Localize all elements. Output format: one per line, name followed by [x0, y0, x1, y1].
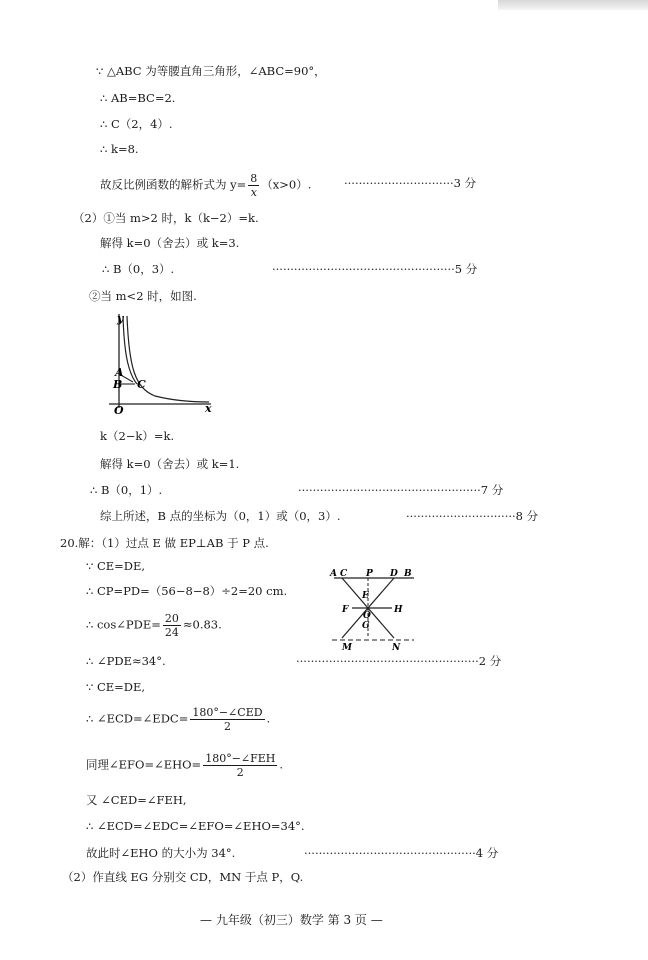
- fraction: $\frac{\text{180°−∠CED}}{2}$: [192, 706, 263, 733]
- text-line: ∵ △ABC 为等腰直角三角形，∠ABC=90°，: [96, 64, 326, 78]
- label-c: C: [137, 378, 146, 391]
- label-b: B: [404, 569, 412, 579]
- label-o: O: [114, 404, 124, 417]
- text-line: 20.解：（1）过点 E 做 EP⊥AB 于 P 点.: [60, 536, 269, 550]
- formula-line: 故反比例函数的解析式为 y= $\frac{8}{x}$ （x>0）.: [100, 172, 312, 199]
- label-o: O: [363, 611, 371, 621]
- text-line: （2）①当 m>2 时，k（k−2）=k.: [73, 211, 259, 225]
- text-line: ∴ ∠PDE≈34°.: [86, 654, 166, 668]
- text-line: 解得 k=0（舍去）或 k=1.: [100, 457, 240, 471]
- score-marker: ··················································7 分: [298, 483, 504, 497]
- text-line: k（2−k）=k.: [100, 429, 175, 443]
- fraction: $\frac{20}{24}$: [164, 612, 179, 639]
- text-line: ∵ CE=DE,: [86, 680, 146, 694]
- label-m: M: [342, 643, 352, 652]
- label-e: E: [362, 591, 369, 601]
- formula-line: ∴ ∠ECD=∠EDC= $\frac{\text{180°−∠CED}}{2}$ .: [86, 706, 271, 733]
- label-x: x: [205, 402, 212, 415]
- label-g: G: [362, 621, 370, 631]
- text-line: ∵ CE=DE,: [86, 559, 146, 573]
- text-line: ∴ B（0，1）.: [90, 483, 163, 497]
- label-d: D: [390, 569, 398, 579]
- text-line: 故此时∠EHO 的大小为 34°.: [86, 846, 236, 860]
- hyperbola-graph: [105, 308, 225, 418]
- score-marker: ······························8 分: [406, 509, 539, 523]
- text-line: ∴ AB=BC=2.: [100, 91, 176, 105]
- label-h: H: [394, 605, 403, 615]
- label-y: y: [117, 312, 124, 325]
- label-f: F: [342, 605, 349, 615]
- page-corner-shadow: [498, 0, 648, 10]
- text-line: ∴ ∠ECD=∠EDC=∠EFO=∠EHO=34°.: [86, 819, 305, 833]
- geometry-figure: [328, 566, 420, 652]
- label-b: B: [113, 378, 123, 391]
- label-n: N: [392, 643, 401, 652]
- text-line: ②当 m<2 时，如图.: [89, 289, 197, 303]
- score-marker: ··················································5 分: [272, 262, 478, 276]
- text-line: ∴ k=8.: [100, 142, 139, 156]
- text-line: 解得 k=0（舍去）或 k=3.: [100, 236, 240, 250]
- label-a: A: [115, 366, 124, 379]
- text-line: ∴ B（0，3）.: [102, 262, 175, 276]
- formula-line: 同理∠EFO=∠EHO= $\frac{\text{180°−∠FEH}}{2}$ .: [86, 752, 284, 779]
- text-line: （2）作直线 EG 分别交 CD，MN 于点 P，Q.: [62, 870, 304, 884]
- text-line: 又 ∠CED=∠FEH,: [86, 793, 187, 807]
- text-line: ∴ CP=PD=（56−8−8）÷2=20 cm.: [86, 584, 288, 598]
- score-marker: ···············································4 分: [304, 846, 499, 860]
- label-c: C: [340, 569, 348, 579]
- formula-line: ∴ cos∠PDE= $\frac{20}{24}$ ≈0.83.: [86, 612, 222, 639]
- fraction: $\frac{8}{x}$: [250, 172, 258, 199]
- text-line: ∴ C（2，4）.: [100, 117, 173, 131]
- label-a: A: [330, 569, 337, 579]
- fraction: $\frac{\text{180°−∠FEH}}{2}$: [205, 752, 276, 779]
- label-p: P: [366, 569, 373, 579]
- page-footer: — 九年级（初三）数学 第 3 页 —: [200, 913, 383, 927]
- score-marker: ······························3 分: [344, 176, 477, 190]
- text-line: 综上所述，B 点的坐标为（0，1）或（0，3）.: [100, 509, 341, 523]
- score-marker: ··················································2 分: [296, 654, 502, 668]
